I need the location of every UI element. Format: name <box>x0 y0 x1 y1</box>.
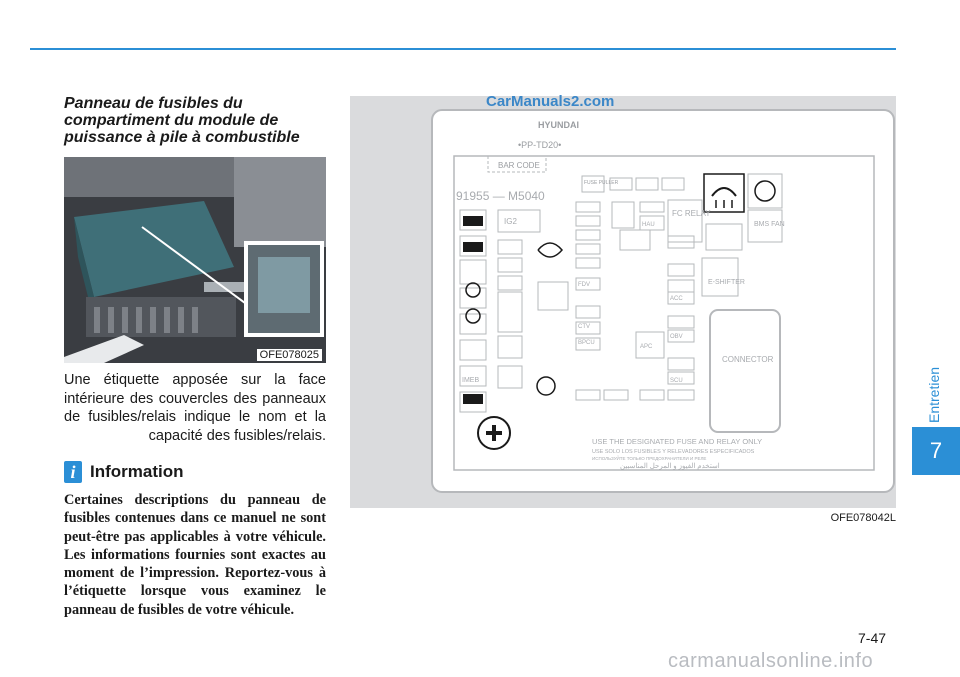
chapter-number: 7 <box>912 427 960 475</box>
fuse-panel-photo <box>64 157 326 363</box>
bpcu-text: BPCU <box>578 340 595 346</box>
info-title: Information <box>90 462 184 481</box>
imeb-text: IMEB <box>462 377 480 384</box>
connector-text: CONNECTOR <box>722 355 774 364</box>
hau-text: HAU <box>642 222 655 228</box>
scu-text: SCU <box>670 378 683 384</box>
notice-en-text: USE THE DESIGNATED FUSE AND RELAY ONLY <box>592 437 763 446</box>
page-number: 7-47 <box>858 630 887 646</box>
obv-text: OBV <box>670 334 683 340</box>
part-code-text: •PP-TD20• <box>518 140 562 150</box>
fdv-text: FDV <box>578 282 590 288</box>
ig2-text: IG2 <box>504 217 517 226</box>
footer-watermark: carmanualsonline.info <box>668 650 874 672</box>
diagram-code: OFE078042L <box>830 512 896 524</box>
fuse-label-diagram <box>350 96 896 524</box>
part-number-text: 91955 — M5040 <box>456 189 545 203</box>
ctv-text: CTV <box>578 324 590 330</box>
section-tab-label: Entretien <box>926 366 943 424</box>
body-paragraph: Une étiquette apposée sur la face intérieure des couvercles des panneaux de fusibles/relais indique le nom et la capacité des fusibles/relais. <box>64 372 326 444</box>
fuse-puller-text: FUSE PULLER <box>584 180 619 186</box>
bms-fan-text: BMS FAN <box>754 221 785 228</box>
section-heading: Panneau de fusibles du compartiment du module de puissance à pile à combustible <box>64 95 300 146</box>
info-icon: i <box>64 461 82 483</box>
barcode-text: BAR CODE <box>498 161 540 170</box>
fuse-label-drawing <box>350 96 896 508</box>
notice-ar-text: استخدم الفيوز و المرحل المناسبين <box>620 463 720 470</box>
e-shifter-text: E-SHIFTER <box>708 279 745 286</box>
notice-es-text: USE SOLO LOS FUSIBLES Y RELEVADORES ESPECIFICADOS <box>592 449 755 455</box>
watermark: CarManuals2.com <box>486 93 615 110</box>
header-rule <box>30 48 896 50</box>
info-heading <box>64 460 184 484</box>
section-tab <box>920 365 948 425</box>
fc-relay-text: FC RELAY <box>672 209 711 218</box>
apc-text: APC <box>640 344 653 350</box>
photo-code: OFE078025 <box>257 349 322 361</box>
fuse-panel-photo-drawing <box>64 157 326 363</box>
info-paragraph: Certaines descriptions du panneau de fusibles contenues dans ce manuel ne sont peut-être pas applicables à votre véhicule. Les informations fournies sont exactes au moment de l’impression. Reportez-vous à l’étiquette lorsque vous examinez le panneau de fusibles de votre véhicule. <box>64 492 326 618</box>
notice-ru-text: ИСПОЛЬЗУЙТЕ ТОЛЬКО ПРЕДОХРАНИТЕЛИ И РЕЛЕ <box>592 456 707 461</box>
brand-text: HYUNDAI <box>538 120 580 130</box>
acc-text: ACC <box>670 296 683 302</box>
